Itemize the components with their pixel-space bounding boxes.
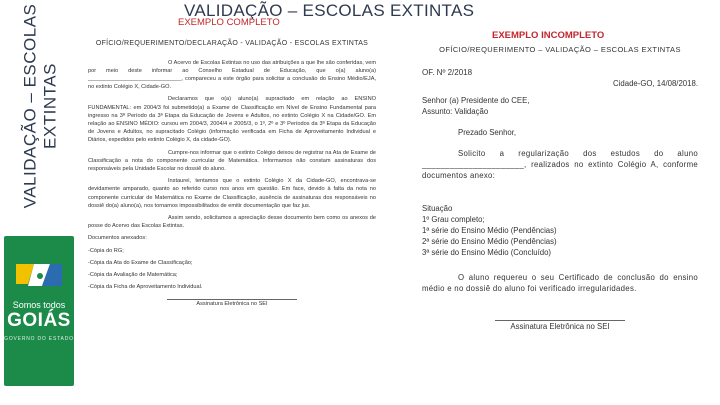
right-doc-signature-block: [422, 320, 698, 332]
right-doc-situation-title: Situação: [422, 204, 453, 213]
left-example-label: EXEMPLO COMPLETO: [178, 17, 280, 28]
logo-line1: Somos todos: [12, 300, 66, 310]
page-title: VALIDAÇÃO – ESCOLAS EXTINTAS: [184, 1, 475, 20]
left-doc-attachment: -Cópia da Avaliação de Matemática;: [88, 271, 178, 278]
right-doc-addressee: Senhor (a) Presidente do CEE,: [422, 96, 530, 105]
left-doc-paragraph: Declaramos que o(a) aluno(a) supracitado em relação ao ENSINO FUNDAMENTAL: em 2004/3 foi submetido(a) a Exame de Classificação em Nível de Ensino Fundamental para ingresso na 3ª Período da 3ª Etapa da Educação de Jovens e Adultos, no extinto Colégio X na Cidade/GO. Em relação ao ENSINO MÉDIO: cursou em 2004/3, 2004/4 e 2005/3, o 1º, 2º e 3º Períodos da 3ª Etapa da Educação de Jovens e Adultos, no supracitado Colégio (informação verificada em Ficha de Aproveitamento Individual e Diários, expedidos pelo extinto Colégio X, da cidade-GO).: [88, 96, 376, 144]
right-doc-signature: Assinatura Eletrônica no SEI: [510, 322, 610, 331]
right-example-label: EXEMPLO INCOMPLETO: [492, 30, 605, 41]
left-doc-paragraph: O Acervo de Escolas Extintas no uso das atribuições a que lhe são conferidas, vem por meio deste informar ao Conselho Estadual de Educação, que o(a) aluno(a) ______________________________, compareceu a este órgão para solicitar a conclusão do Ensino Médio/EJA, no extinto Colégio X, Cidade-GO.: [88, 59, 376, 91]
left-doc-attachment: -Cópia do RG;: [88, 247, 124, 254]
sidebar-title-line1: VALIDAÇÃO – ESCOLAS: [20, 3, 40, 208]
right-doc-subject: Assunto: Validação: [422, 107, 489, 116]
sidebar: [0, 0, 80, 405]
goias-logo: [4, 236, 74, 386]
goias-flag-icon: [14, 254, 64, 298]
left-doc-paragraph: Assim sendo, solicitamos a apreciação desse documento bem como os anexos de posse do Acervo das Escolas Extintas.: [88, 214, 376, 230]
right-doc-request: Solicito a regularização dos estudos do aluno ______________________, realizados no extinto Colégio A, conforme documentos anexo:: [422, 149, 698, 180]
right-doc-situation-item: 2ª série do Ensino Médio (Pendências): [422, 237, 557, 246]
sidebar-title: [2, 3, 78, 208]
right-doc-situation-item: 1ª série do Ensino Médio (Pendências): [422, 226, 557, 235]
complete-example-document: [88, 40, 376, 402]
logo-line2: GOIÁS: [7, 310, 71, 331]
right-doc-heading: OFÍCIO/REQUERIMENTO – VALIDAÇÃO – ESCOLAS EXTINTAS: [439, 45, 681, 54]
incomplete-example-document: [422, 44, 698, 402]
right-doc-situation-item: 3ª série do Ensino Médio (Concluído): [422, 248, 552, 257]
right-doc-situation: [422, 203, 698, 258]
left-doc-paragraph: Instaurei, tentamos que o extinto Colégio X da Cidade-GO, encontrava-se devidamente amparado, quanto ao referido curso nos anos em questão. Em face, devido à falta da nota no componente curricular de Matemática no Exame de Classificação, ausência de assinaturas dos responsáveis no dossiê do(a) aluno(a), nos tornamos impossibilitados de emitir documentação que faz jus.: [88, 178, 376, 209]
left-doc-heading: OFÍCIO/REQUERIMENTO/DECLARAÇÃO - VALIDAÇÃO - ESCOLAS EXTINTAS: [95, 40, 369, 47]
right-doc-salutation: Prezado Senhor,: [458, 128, 517, 137]
right-doc-note: O aluno requereu o seu Certificado de conclusão do ensino médio e no dossiê do aluno foi verificado irregularidades.: [422, 273, 698, 293]
right-doc-situation-item: 1º Grau completo;: [422, 215, 485, 224]
right-doc-of-number: OF. Nº 2/2018: [422, 68, 473, 77]
left-doc-signature: Assinatura Eletrônica no SEI: [196, 301, 268, 308]
logo-line3: GOVERNO DO ESTADO: [4, 336, 74, 342]
left-doc-signature-block: [88, 299, 376, 308]
right-doc-date: Cidade-GO, 14/08/2018.: [613, 79, 698, 88]
sidebar-title-line2: EXTINTAS: [40, 62, 60, 149]
signature-line: [495, 320, 625, 321]
left-doc-attachment: -Cópia da Ficha de Aproveitamento Individual.: [88, 284, 203, 291]
left-doc-paragraph: Cumpre-nos informar que o extinto Colégio deixou de registrar na Ata de Exame de Classificação a nota do componente curricular de Matemática. Informamos não constam assinaturas dos responsáveis pela Unidade Escolar no dossiê do aluno.: [88, 149, 376, 172]
left-doc-attachments-title: Documentos anexados:: [88, 235, 147, 242]
left-doc-attachment: -Cópia da Ata do Exame de Classificação;: [88, 259, 193, 266]
